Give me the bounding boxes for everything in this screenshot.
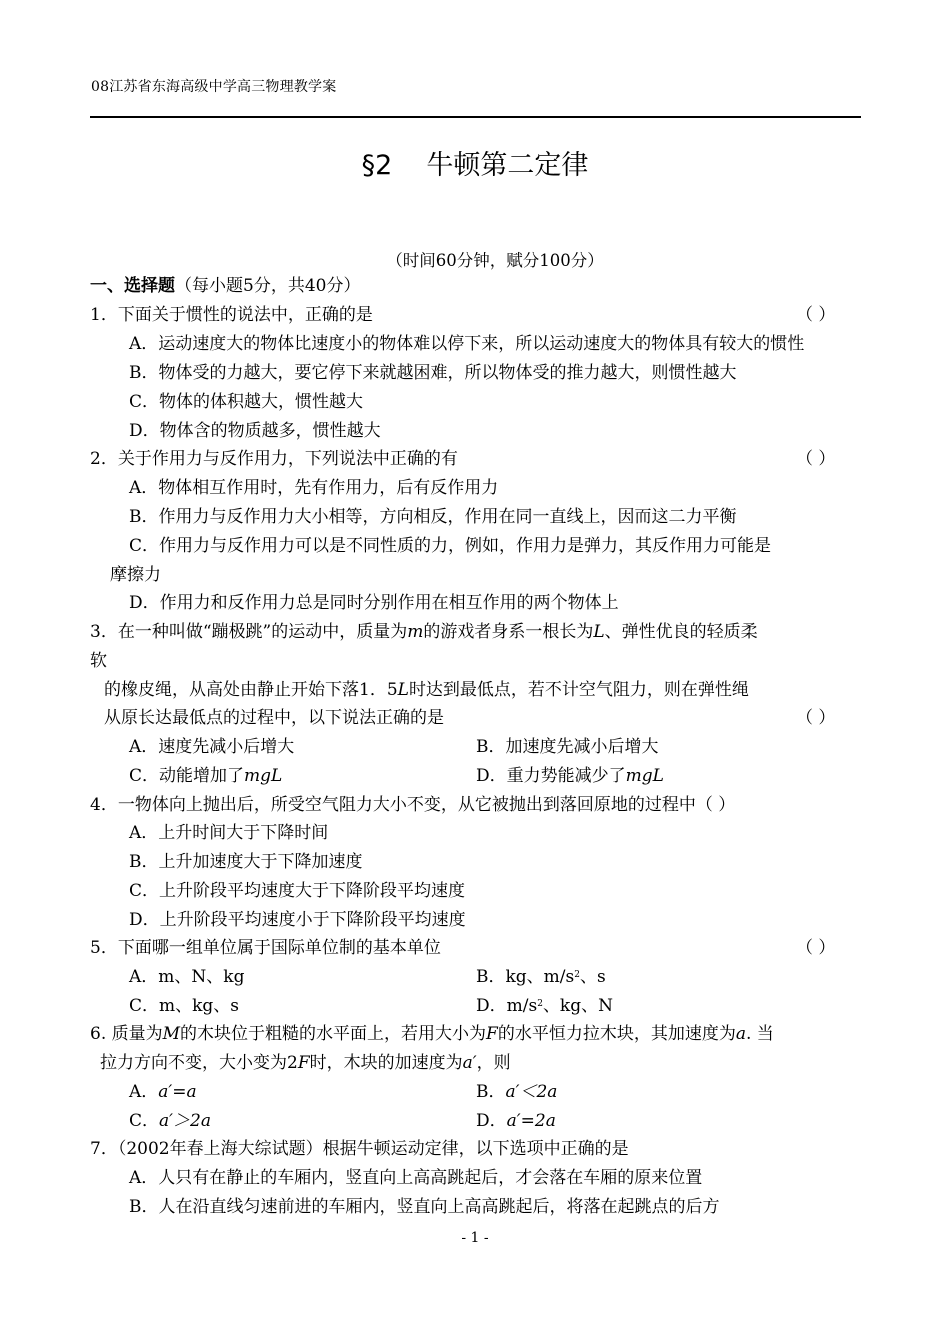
section-label: 一、选择题 <box>90 276 175 296</box>
time-note: （时间60分钟，赋分100分） <box>386 251 604 270</box>
q1-option-a: A．运动速度大的物体比速度小的物体难以停下来，所以运动速度大的物体具有较大的惯性 <box>129 334 805 354</box>
q7-stem: 7．（2002年春上海大综试题）根据牛顿运动定律，以下选项中正确的是 <box>90 1139 629 1159</box>
q6-option-a: A．a′=a <box>129 1082 197 1102</box>
q3-stem: 3．在一种叫做“蹦极跳”的运动中，质量为m的游戏者身系一根长为L、弹性优良的轻质柔 <box>90 622 758 642</box>
q3-stem-wrap: 软 <box>90 651 107 671</box>
q7-option-b: B．人在沿直线匀速前进的车厢内，竖直向上高高跳起后，将落在起跳点的后方 <box>129 1197 720 1217</box>
q5-option-a: A．m、N、kg <box>129 967 245 987</box>
q2-answer-bracket: （ ） <box>796 449 836 469</box>
q1-option-c: C．物体的体积越大，惯性越大 <box>129 392 364 412</box>
q4-option-a: A．上升时间大于下降时间 <box>129 823 329 843</box>
q2-option-b: B．作用力与反作用力大小相等，方向相反，作用在同一直线上，因而这二力平衡 <box>129 507 737 527</box>
q1-option-d: D．物体含的物质越多，惯性越大 <box>129 421 381 441</box>
section-name: 牛顿第二定律 <box>426 150 589 181</box>
q6-option-d: D．a′=2a <box>476 1111 556 1131</box>
q6-option-c: C．a′＞2a <box>129 1111 211 1131</box>
q4-option-d: D．上升阶段平均速度小于下降阶段平均速度 <box>129 910 466 930</box>
q3-option-d: D．重力势能减少了mgL <box>476 766 664 786</box>
q6-stem-line2: 拉力方向不变，大小变为2F时，木块的加速度为a′，则 <box>100 1053 511 1073</box>
q4-option-c: C．上升阶段平均速度大于下降阶段平均速度 <box>129 881 466 901</box>
q2-option-d: D．作用力和反作用力总是同时分别作用在相互作用的两个物体上 <box>129 593 619 613</box>
q5-option-b: B．kg、$m/s^2$、s <box>476 967 606 987</box>
header-rule <box>90 116 861 118</box>
q7-option-a: A．人只有在静止的车厢内，竖直向上高高跳起后，才会落在车厢的原来位置 <box>129 1168 703 1188</box>
q3-option-b: B．加速度先减小后增大 <box>476 737 659 757</box>
q3-answer-bracket: （ ） <box>796 708 836 728</box>
section-number: §2 <box>361 150 393 181</box>
q3-option-a: A．速度先减小后增大 <box>129 737 295 757</box>
q6-stem: 6. 质量为M的木块位于粗糙的水平面上，若用大小为F的水平恒力拉木块，其加速度为a. 当 <box>90 1024 774 1044</box>
q5-answer-bracket: （ ） <box>796 938 836 958</box>
q3-stem-line2: 的橡皮绳，从高处由静止开始下落1．5L时达到最低点，若不计空气阻力，则在弹性绳 <box>104 680 749 700</box>
q3-stem-line3: 从原长达最低点的过程中，以下说法正确的是 <box>104 708 444 728</box>
q1-answer-bracket: （ ） <box>796 305 836 325</box>
q2-option-c: C．作用力与反作用力可以是不同性质的力，例如，作用力是弹力，其反作用力可能是 <box>129 536 772 556</box>
q5-stem: 5．下面哪一组单位属于国际单位制的基本单位 <box>90 938 441 958</box>
section-heading <box>90 274 360 298</box>
q2-option-a: A．物体相互作用时，先有作用力，后有反作用力 <box>129 478 499 498</box>
q2-option-c-wrap: 摩擦力 <box>110 565 161 585</box>
q6-option-b: B．a′＜2a <box>476 1082 558 1102</box>
q3-mass-symbol: m <box>407 622 424 642</box>
document-header: 08江苏省东海高级中学高三物理教学案 <box>91 79 337 95</box>
q5-option-c: C．m、kg、s <box>129 996 240 1016</box>
q3-length-symbol: L <box>593 622 605 642</box>
q1-stem: 1．下面关于惯性的说法中，正确的是 <box>90 305 373 325</box>
q1-option-b: B．物体受的力越大，要它停下来就越困难，所以物体受的推力越大，则惯性越大 <box>129 363 737 383</box>
q5-option-d: D．$m/s^2$、kg、N <box>476 996 613 1016</box>
section-note: （每小题5分，共40分） <box>175 276 361 296</box>
q4-stem: 4．一物体向上抛出后，所受空气阻力大小不变，从它被抛出到落回原地的过程中（ ） <box>90 795 736 815</box>
page-title <box>0 143 950 182</box>
q4-option-b: B．上升加速度大于下降加速度 <box>129 852 363 872</box>
page-number: - 1 - <box>461 1230 489 1246</box>
q2-stem: 2．关于作用力与反作用力，下列说法中正确的有 <box>90 449 458 469</box>
q3-option-c: C．动能增加了mgL <box>129 766 283 786</box>
